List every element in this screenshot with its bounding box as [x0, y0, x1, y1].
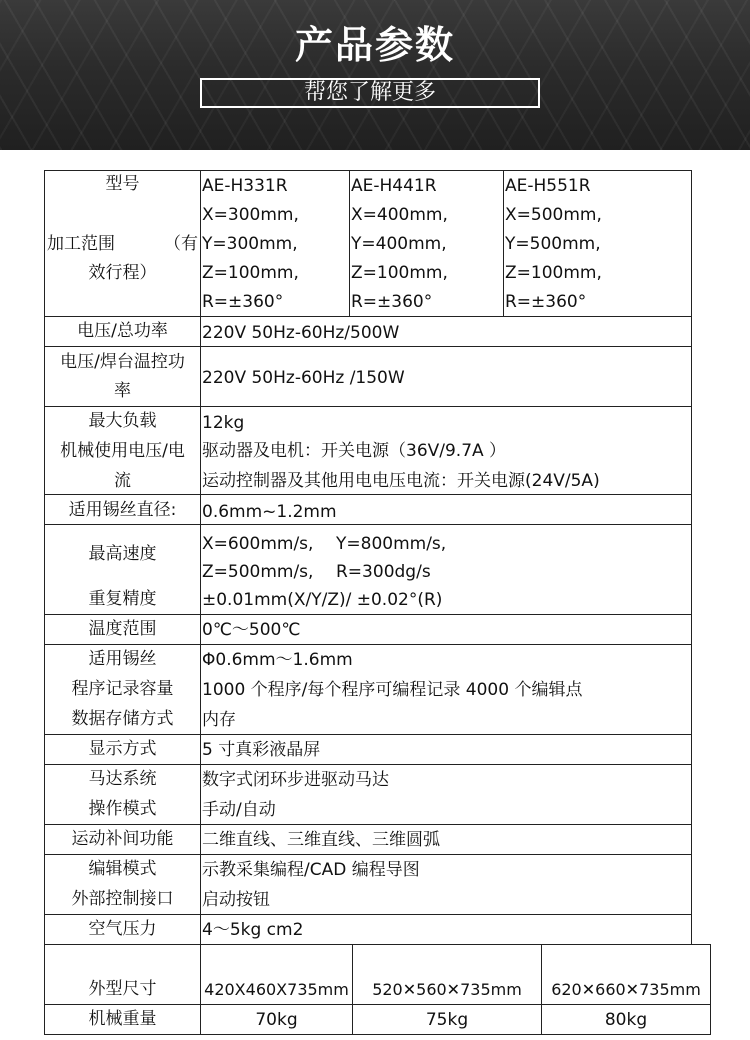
table-divider [44, 494, 692, 495]
external-interface-label: 外部控制接口 [71, 889, 174, 909]
table-divider [44, 1004, 711, 1005]
table-border-right [710, 944, 711, 1035]
range-value: Z=100mm, [202, 263, 299, 283]
table-column-divider [200, 170, 201, 1035]
external-interface-value: 启动按钮 [202, 890, 270, 910]
voltage-value: 运动控制器及其他用电电压电流：开关电源(24V/5A) [202, 471, 600, 491]
motor-label: 马达系统 [88, 769, 157, 789]
range-label: 加工范围 [47, 234, 115, 254]
speed-label: 最高速度 [88, 544, 157, 564]
weight-label: 机械重量 [88, 1009, 157, 1029]
table-divider [44, 316, 692, 317]
model-value: AE-H551R [505, 176, 591, 196]
table-divider [44, 644, 692, 645]
program-capacity-value: 1000 个程序/每个程序可编程记录 4000 个编辑点 [202, 680, 583, 700]
table-border-bottom [44, 1034, 711, 1035]
subtitle-box: 帮您了解更多 [200, 78, 540, 108]
weight-value: 80kg [604, 1010, 648, 1030]
temperature-label: 温度范围 [88, 619, 157, 639]
wire-diameter-value: 0.6mm~1.2mm [202, 502, 337, 522]
table-divider [44, 524, 692, 525]
range-label: 效行程） [88, 263, 157, 283]
load-value: 12kg [202, 413, 245, 433]
data-storage-value: 内存 [202, 710, 236, 730]
table-border-top [44, 170, 692, 171]
speed-value: Z=500mm/s, [202, 562, 314, 582]
range-label-bracket: （有 [164, 234, 198, 254]
voltage-value: 驱动器及电机：开关电源（36V/9.7A ） [202, 441, 507, 461]
power-value: 220V 50Hz-60Hz/500W [202, 323, 400, 343]
range-value: R=±360° [202, 292, 284, 312]
table-border-right [691, 170, 692, 945]
air-pressure-label: 空气压力 [88, 919, 157, 939]
table-divider [44, 824, 692, 825]
page-title: 产品参数 [294, 23, 455, 67]
weight-value: 70kg [255, 1010, 298, 1030]
table-divider [44, 854, 692, 855]
repeat-accuracy-value: ±0.01mm(X/Y/Z)/ ±0.02°(R) [202, 590, 443, 610]
dimensions-value: 420X460X735mm [204, 980, 349, 999]
speed-value: R=300dg/s [336, 562, 431, 582]
power-label: 电压/总功率 [77, 321, 168, 341]
speed-value: X=600mm/s, [202, 534, 314, 554]
range-value: Y=300mm, [202, 234, 298, 254]
table-column-divider [349, 170, 350, 316]
solder-power-label: 率 [114, 381, 131, 401]
table-divider [44, 734, 692, 735]
wire-value: Φ0.6mm～1.6mm [202, 650, 353, 670]
range-value: X=300mm, [202, 205, 299, 225]
model-label: 型号 [105, 174, 140, 194]
table-divider [44, 346, 692, 347]
wire-diameter-label: 适用锡丝直径: [68, 500, 177, 520]
program-capacity-label: 程序记录容量 [71, 679, 174, 699]
range-value: X=400mm, [351, 205, 448, 225]
model-value: AE-H331R [202, 176, 288, 196]
table-column-divider [503, 170, 504, 316]
wire-label: 适用锡丝 [88, 649, 157, 669]
table-divider [44, 914, 692, 915]
speed-value: Y=800mm/s, [336, 534, 447, 554]
table-divider [44, 614, 692, 615]
edit-mode-value: 示教采集编程/CAD 编程导图 [202, 860, 420, 880]
model-value: AE-H441R [351, 176, 437, 196]
solder-power-label: 电压/焊台温控功 [60, 352, 185, 372]
temperature-value: 0℃～500℃ [202, 620, 301, 640]
table-divider [44, 406, 692, 407]
interpolation-value: 二维直线、三维直线、三维圆弧 [202, 830, 440, 850]
range-value: R=±360° [505, 292, 587, 312]
range-value: Z=100mm, [351, 263, 448, 283]
table-divider [44, 764, 692, 765]
dimensions-value: 620✕660✕735mm [551, 980, 701, 999]
display-value: 5 寸真彩液晶屏 [202, 740, 321, 760]
edit-mode-label: 编辑模式 [88, 859, 157, 879]
display-label: 显示方式 [88, 739, 157, 759]
load-label: 最大负载 [88, 411, 157, 431]
repeat-accuracy-label: 重复精度 [88, 589, 157, 609]
range-value: Z=100mm, [505, 263, 602, 283]
motor-value: 数字式闭环步进驱动马达 [202, 770, 389, 790]
operation-mode-label: 操作模式 [88, 799, 157, 819]
operation-mode-value: 手动/自动 [202, 800, 276, 820]
data-storage-label: 数据存储方式 [71, 709, 174, 729]
solder-power-value: 220V 50Hz-60Hz /150W [202, 368, 405, 388]
air-pressure-value: 4～5kg cm2 [202, 920, 304, 940]
range-value: X=500mm, [505, 205, 602, 225]
voltage-label: 流 [114, 471, 131, 491]
range-value: R=±360° [351, 292, 433, 312]
range-value: Y=500mm, [505, 234, 601, 254]
interpolation-label: 运动补间功能 [71, 829, 174, 849]
range-value: Y=400mm, [351, 234, 447, 254]
voltage-label: 机械使用电压/电 [60, 441, 185, 461]
weight-value: 75kg [425, 1010, 469, 1030]
table-divider [44, 944, 711, 945]
dimensions-value: 520✕560✕735mm [372, 980, 522, 999]
dimensions-label: 外型尺寸 [88, 979, 157, 999]
